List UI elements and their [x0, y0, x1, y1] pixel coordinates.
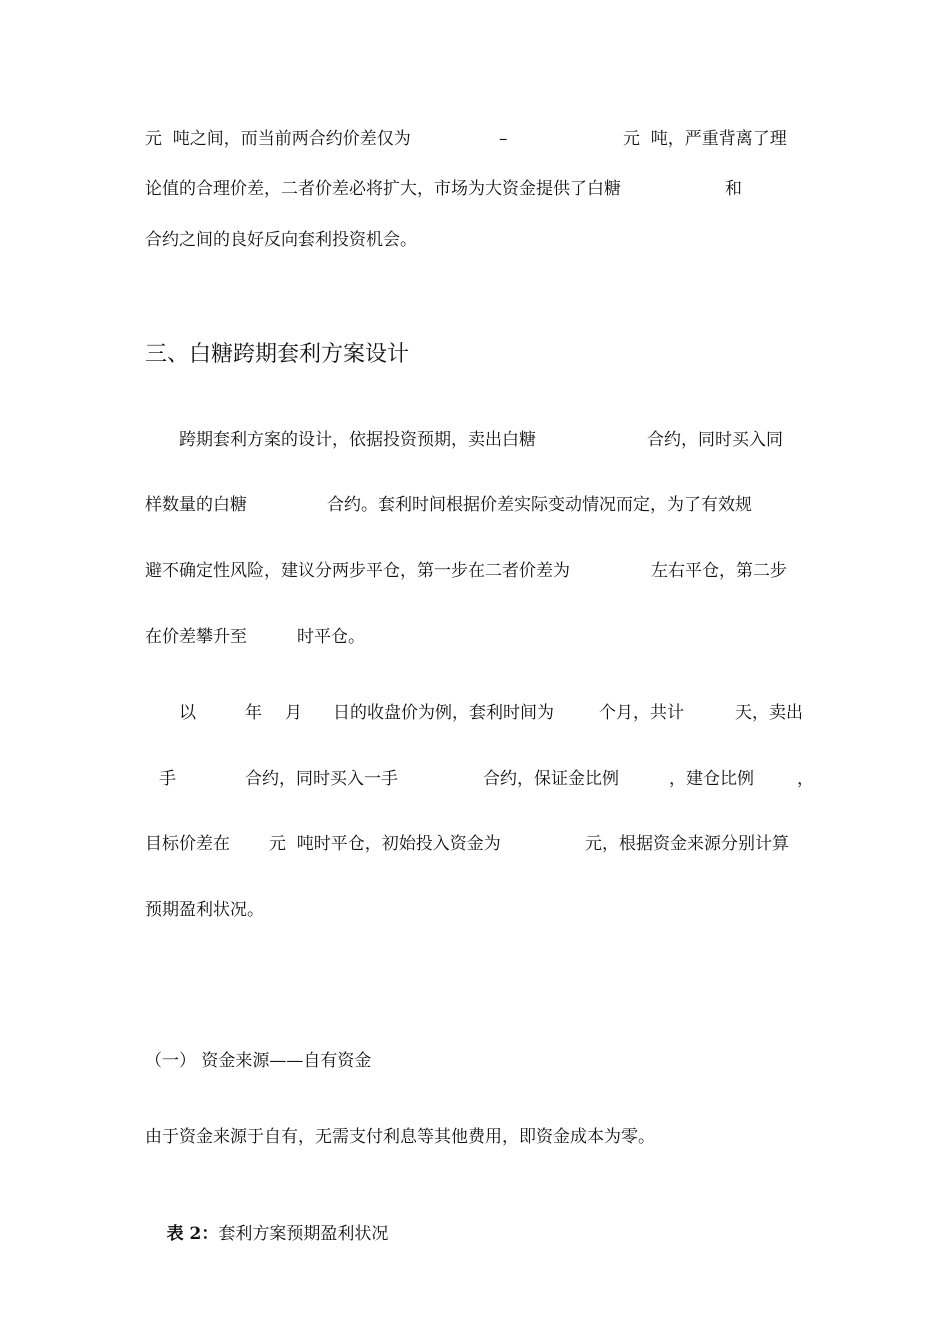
- text-segment: 日的收盘价为例，套利时间为: [333, 703, 554, 723]
- text-segment: 目标价差在: [145, 834, 230, 854]
- table-caption-text: 套利方案预期盈利状况: [218, 1224, 389, 1244]
- text-segment: 和: [725, 179, 742, 199]
- top-paragraph-line-3: [145, 229, 815, 295]
- section3-para1-line-4: [145, 626, 815, 714]
- text-segment: 论值的合理价差，二者价差必将扩大，市场为大资金提供了白糖: [145, 179, 621, 199]
- text-segment: 元 吨之间，而当前两合约价差仅为: [145, 129, 411, 149]
- text-segment: 预期盈利状况。: [145, 900, 264, 920]
- text-segment: 样数量的白糖: [145, 495, 247, 515]
- text-segment: 合约。套利时间根据价差实际变动情况而定，为了有效规: [327, 495, 752, 515]
- text-segment: 元 吨时平仓，初始投入资金为: [269, 834, 501, 854]
- text-segment: 元 吨，严重背离了理: [623, 129, 787, 149]
- section-heading: 三、白糖跨期套利方案设计: [145, 342, 410, 367]
- text-segment: 合约，同时买入一手: [245, 769, 398, 789]
- text-segment: 手: [159, 769, 176, 789]
- text-segment: 由于资金来源于自有，无需支付利息等其他费用，即资金成本为零。: [145, 1127, 655, 1147]
- table-caption-label: 表 2：: [166, 1224, 219, 1244]
- text-segment: 天，卖出: [735, 703, 803, 723]
- text-segment: 以: [179, 703, 196, 723]
- text-segment: 个月，共计: [599, 703, 684, 723]
- text-segment: 年: [245, 703, 262, 723]
- text-segment: ，建仓比例: [669, 769, 754, 789]
- text-segment: 左右平仓，第二步: [651, 561, 787, 581]
- text-segment: 跨期套利方案的设计，依据投资预期，卖出白糖: [179, 430, 536, 450]
- text-segment: 月: [285, 703, 302, 723]
- text-segment: 合约，同时买入同: [647, 430, 783, 450]
- subsection-heading: （一） 资金来源——自有资金: [145, 1051, 372, 1071]
- text-segment: 避不确定性风险，建议分两步平仓，第一步在二者价差为: [145, 561, 570, 581]
- text-segment: 元，根据资金来源分别计算: [585, 834, 789, 854]
- text-segment: 时平仓。: [297, 627, 365, 647]
- text-segment: 合约之间的良好反向套利投资机会。: [145, 230, 417, 250]
- subsection-text: [145, 1126, 815, 1192]
- text-segment: –: [499, 129, 508, 149]
- section3-para2-line-4: [145, 899, 815, 965]
- table-caption: [145, 1201, 388, 1267]
- text-segment: ，: [797, 769, 814, 789]
- text-segment: 合约，保证金比例: [483, 769, 619, 789]
- text-segment: 在价差攀升至: [145, 627, 247, 647]
